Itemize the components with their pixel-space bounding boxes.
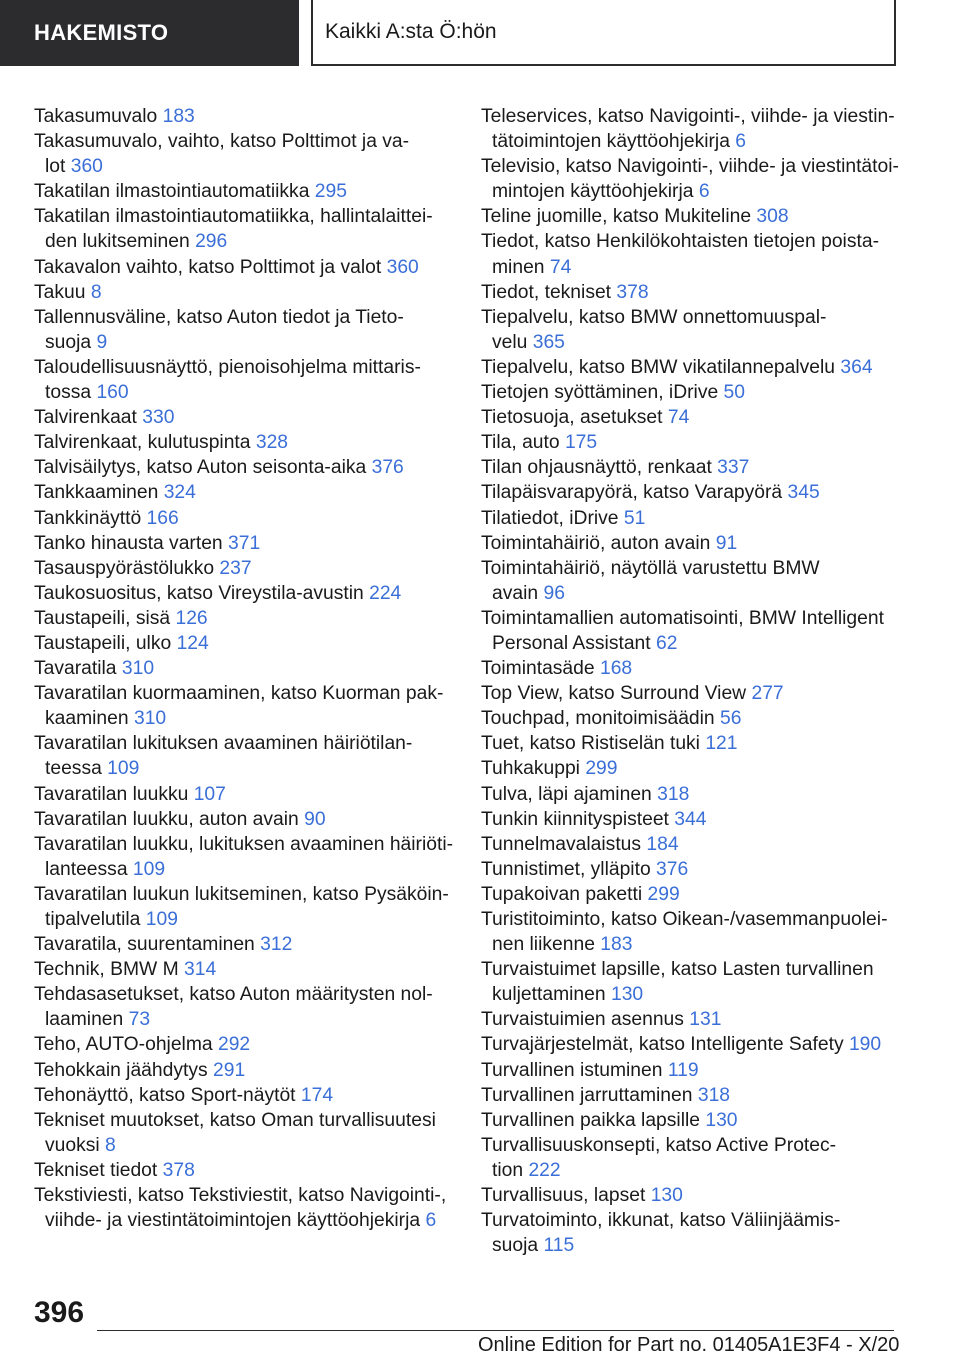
entry-text: Teline juomille, katso Mukiteline: [481, 206, 752, 228]
index-entry: [481, 1183, 901, 1208]
entry-text: Turvallisuuskonsepti, katso Active Protec-: [481, 1134, 837, 1156]
page-reference-link[interactable]: 90: [304, 808, 326, 830]
index-entry: [34, 1032, 454, 1057]
page-reference-link[interactable]: 160: [96, 382, 129, 404]
entry-text: Toimintamallien automatisointi, BMW Intelligent: [481, 607, 884, 629]
index-column-right: [481, 104, 901, 1258]
entry-text: teessa: [45, 758, 102, 780]
entry-text: Turvallinen istuminen: [481, 1059, 663, 1081]
entry-text: Tavaratilan luukku: [34, 783, 189, 805]
entry-text: Tehokkain jäähdytys: [34, 1059, 208, 1081]
index-entry: [481, 1007, 901, 1032]
page-reference-link[interactable]: 222: [528, 1159, 561, 1181]
page-reference-link[interactable]: 9: [96, 331, 108, 353]
page-reference-link[interactable]: 119: [667, 1059, 699, 1081]
entry-text: Turvaistuimien asennus: [481, 1009, 684, 1031]
index-entry: [34, 1108, 454, 1158]
page-reference-link[interactable]: 364: [840, 356, 873, 378]
entry-text: Tunkin kiinnityspisteet: [481, 808, 669, 830]
index-entry: [34, 656, 454, 681]
index-entry: [34, 506, 454, 531]
entry-text: Tupakoivan paketti: [481, 883, 643, 905]
page-reference-link[interactable]: 330: [142, 407, 175, 429]
entry-text: lanteessa: [45, 858, 128, 880]
index-column-left: [34, 104, 454, 1233]
index-entry: [481, 1032, 901, 1057]
page-reference-link[interactable]: 295: [314, 181, 347, 203]
entry-text: suoja: [45, 331, 92, 353]
entry-text: Tila, auto: [481, 432, 560, 454]
page-reference-link[interactable]: 237: [219, 557, 252, 579]
entry-text: Tavaratilan lukituksen avaaminen häiriötilan-: [34, 733, 413, 755]
index-entry: [34, 982, 454, 1032]
page-reference-link[interactable]: 190: [848, 1034, 882, 1056]
page-reference-link[interactable]: 121: [705, 733, 738, 755]
page-reference-link[interactable]: 51: [623, 507, 646, 529]
entry-text: Tietosuoja, asetukset: [481, 407, 663, 429]
index-entry: [481, 706, 901, 731]
entry-text: Tankkaaminen: [34, 482, 159, 504]
page-reference-link[interactable]: 174: [300, 1084, 334, 1106]
index-entry: [34, 556, 454, 581]
entry-text: Tankkinäyttö: [34, 507, 142, 529]
entry-text: Tallennusväline, katso Auton tiedot ja Tieto-: [34, 306, 404, 328]
entry-text: kaaminen: [45, 708, 129, 730]
entry-text: Turvallisuus, lapset: [481, 1185, 646, 1207]
page-reference-link[interactable]: 328: [255, 432, 289, 454]
entry-text: Taukosuositus, katso Vireystila-avustin: [34, 582, 364, 604]
entry-text: Top View, katso Surround View: [481, 683, 747, 705]
page-reference-link[interactable]: 337: [717, 457, 750, 479]
index-entry: [34, 1058, 454, 1083]
page-number: 396: [34, 1296, 85, 1329]
index-entry: [34, 882, 454, 932]
index-entry: [481, 1083, 901, 1108]
entry-text: tossa: [45, 382, 92, 404]
index-entry: [481, 606, 901, 656]
entry-text: Touchpad, monitoimisäädin: [481, 708, 715, 730]
entry-text: avain: [492, 582, 539, 604]
entry-text: Tulva, läpi ajaminen: [481, 783, 652, 805]
page-reference-link[interactable]: 8: [90, 281, 102, 303]
page-reference-link[interactable]: 130: [650, 1185, 683, 1207]
entry-text: den lukitseminen: [45, 231, 190, 253]
page-reference-link[interactable]: 378: [162, 1159, 195, 1181]
page-reference-link[interactable]: 131: [689, 1009, 722, 1031]
index-entry: [34, 305, 454, 355]
page-reference-link[interactable]: 296: [195, 231, 228, 253]
entry-text: Taloudellisuusnäyttö, pienoisohjelma mittaris-: [34, 356, 421, 378]
index-entry: [481, 305, 901, 355]
index-entry: [34, 807, 454, 832]
entry-text: Talvirenkaat, kulutuspinta: [34, 432, 251, 454]
page-reference-link[interactable]: 175: [564, 432, 598, 454]
page-reference-link[interactable]: 62: [655, 632, 678, 654]
index-entry: [481, 229, 901, 279]
page-reference-link[interactable]: 312: [260, 934, 293, 956]
index-entry: [481, 531, 901, 556]
page-reference-link[interactable]: 6: [425, 1210, 437, 1232]
index-entry: [34, 129, 454, 179]
entry-text: mintojen käyttöohjekirja: [492, 181, 694, 203]
entry-text: Tasauspyörästölukko: [34, 557, 215, 579]
entry-text: viihde- ja viestintätoimintojen käyttöohjekirja: [45, 1210, 421, 1232]
page-reference-link[interactable]: 6: [698, 181, 710, 203]
index-entry: [481, 807, 901, 832]
entry-text: Tunnistimet, ylläpito: [481, 858, 651, 880]
page-reference-link[interactable]: 109: [132, 858, 166, 880]
entry-text: lot: [45, 156, 66, 178]
footer-edition: Online Edition for Part no. 01405A1E3F4 - X/20: [478, 1334, 900, 1356]
entry-text: Turvaistuimet lapsille, katso Lasten turvallinen: [481, 959, 874, 981]
index-entry: [481, 957, 901, 1007]
index-entry: [34, 932, 454, 957]
index-entry: [481, 681, 901, 706]
entry-text: Tehdasasetukset, katso Auton määritysten nol-: [34, 984, 433, 1006]
page-reference-link[interactable]: 91: [715, 532, 738, 554]
entry-text: kuljettaminen: [492, 984, 606, 1006]
index-entry: [481, 556, 901, 606]
entry-text: Turvatoiminto, ikkunat, katso Väliinjäämis-: [481, 1210, 841, 1232]
entry-text: Tilatiedot, iDrive: [481, 507, 619, 529]
index-entry: [34, 1183, 454, 1233]
entry-text: Tilapäisvarapyörä, katso Varapyörä: [481, 482, 783, 504]
index-entry: [34, 104, 454, 129]
index-entry: [481, 656, 901, 681]
page-reference-link[interactable]: 360: [70, 156, 103, 178]
page-reference-link[interactable]: 56: [720, 708, 742, 730]
entry-text: Turistitoiminto, katso Oikean-/vasemmanpuolei-: [481, 909, 888, 930]
index-entry: [481, 907, 901, 957]
page-reference-link[interactable]: 299: [647, 883, 680, 905]
index-entry: [481, 380, 901, 405]
entry-text: Tilan ohjausnäyttö, renkaat: [481, 457, 712, 479]
page-reference-link[interactable]: 345: [787, 482, 820, 504]
index-entry: [34, 204, 454, 254]
page-reference-link[interactable]: 344: [674, 808, 707, 830]
page-reference-link[interactable]: 360: [386, 256, 419, 278]
index-entry: [481, 506, 901, 531]
page-reference-link[interactable]: 324: [163, 482, 196, 504]
entry-text: Tavaratilan luukku, lukituksen avaaminen häiriöti-: [34, 833, 454, 855]
entry-text: Toimintahäiriö, auton avain: [481, 532, 711, 554]
entry-text: Turvallinen jarruttaminen: [481, 1084, 693, 1106]
index-entry: [481, 1133, 901, 1183]
page-reference-link[interactable]: 292: [217, 1034, 251, 1056]
entry-text: Tavaratila, suurentaminen: [34, 934, 255, 956]
page-reference-link[interactable]: 126: [175, 607, 208, 629]
entry-text: Toimintahäiriö, näytöllä varustettu BMW: [481, 557, 820, 579]
entry-text: Tanko hinausta varten: [34, 532, 223, 554]
index-entry: [481, 756, 901, 781]
index-entry: [34, 430, 454, 455]
entry-text: Tekniset tiedot: [34, 1159, 158, 1181]
section-tab: HAKEMISTO: [0, 0, 299, 66]
index-entry: [481, 455, 901, 480]
index-entry: [481, 204, 901, 229]
entry-text: Technik, BMW M: [34, 959, 179, 981]
entry-text: Takatilan ilmastointiautomatiikka, hallintalaittei-: [34, 206, 433, 228]
entry-text: Takasumuvalo, vaihto, katso Polttimot ja va-: [34, 131, 410, 153]
page-reference-link[interactable]: 371: [228, 532, 261, 554]
index-entry: [34, 280, 454, 305]
entry-text: tätoimintojen käyttöohjekirja: [492, 131, 730, 153]
index-entry: [481, 430, 901, 455]
entry-text: Talvisäilytys, katso Auton seisonta-aika: [34, 457, 367, 479]
page-reference-link[interactable]: 166: [146, 507, 179, 529]
index-entry: [34, 1158, 454, 1183]
entry-text: Tiepalvelu, katso BMW vikatilannepalvelu: [481, 356, 836, 378]
page-reference-link[interactable]: 183: [600, 934, 633, 956]
page-reference-link[interactable]: 310: [121, 658, 155, 680]
page-reference-link[interactable]: 318: [697, 1084, 731, 1106]
index-entry: [34, 581, 454, 606]
entry-text: Turvajärjestelmät, katso Intelligente Safety: [481, 1034, 844, 1056]
entry-text: minen: [492, 256, 545, 278]
page-reference-link[interactable]: 6: [735, 131, 747, 153]
page-reference-link[interactable]: 109: [107, 758, 140, 780]
index-entry: [34, 681, 454, 731]
entry-text: Tavaratilan luukku, auton avain: [34, 808, 299, 830]
entry-text: Takasumuvalo: [34, 106, 158, 127]
page-reference-link[interactable]: 224: [369, 582, 402, 604]
page-reference-link[interactable]: 168: [599, 658, 633, 680]
entry-text: Teho, AUTO-ohjelma: [34, 1034, 213, 1056]
entry-text: Takuu: [34, 281, 86, 303]
index-entry: [481, 480, 901, 505]
page-reference-link[interactable]: 365: [532, 331, 565, 353]
index-entry: [34, 1083, 454, 1108]
page-reference-link[interactable]: 376: [656, 858, 689, 880]
page-reference-link[interactable]: 291: [213, 1059, 246, 1081]
entry-text: Tavaratila: [34, 658, 117, 680]
page-reference-link[interactable]: 130: [610, 984, 644, 1006]
index-entry: [34, 179, 454, 204]
index-entry: [481, 104, 901, 154]
page-reference-link[interactable]: 130: [705, 1109, 738, 1131]
section-subtitle: Kaikki A:sta Ö:hön: [311, 0, 896, 66]
footer-divider: [97, 1330, 894, 1331]
page-reference-link[interactable]: 318: [657, 783, 690, 805]
entry-text: Tietojen syöttäminen, iDrive: [481, 382, 719, 404]
index-entry: [481, 1108, 901, 1133]
index-entry: [34, 255, 454, 280]
index-entry: [481, 355, 901, 380]
page-reference-link[interactable]: 50: [723, 382, 745, 404]
entry-text: Takatilan ilmastointiautomatiikka: [34, 181, 310, 203]
index-entry: [34, 405, 454, 430]
entry-text: Tavaratilan luukun lukitseminen, katso Pysäköin-: [34, 883, 449, 905]
page-reference-link[interactable]: 124: [176, 632, 209, 654]
index-entry: [481, 782, 901, 807]
page-reference-link[interactable]: 308: [756, 206, 789, 228]
entry-text: Turvallinen paikka lapsille: [481, 1109, 700, 1131]
page-reference-link[interactable]: 74: [549, 256, 572, 278]
entry-text: Tuhkakuppi: [481, 758, 580, 780]
page-reference-link[interactable]: 310: [133, 708, 167, 730]
index-entry: [481, 280, 901, 305]
index-entry: [34, 455, 454, 480]
index-entry: [34, 606, 454, 631]
entry-text: Taustapeili, ulko: [34, 632, 172, 654]
index-entry: [34, 631, 454, 656]
page-reference-link[interactable]: 109: [145, 909, 178, 930]
index-entry: [34, 957, 454, 982]
entry-text: Tiedot, tekniset: [481, 281, 612, 303]
entry-text: Tekstiviesti, katso Tekstiviestit, katso Navigointi-,: [34, 1185, 447, 1207]
page-reference-link[interactable]: 73: [128, 1009, 151, 1031]
index-entry: [34, 731, 454, 781]
index-entry: [481, 731, 901, 756]
entry-text: Talvirenkaat: [34, 407, 137, 429]
entry-text: Tuet, katso Ristiselän tuki: [481, 733, 700, 755]
entry-text: tipalvelutila: [45, 909, 141, 930]
page-reference-link[interactable]: 8: [105, 1134, 116, 1156]
page-reference-link[interactable]: 277: [751, 683, 784, 705]
entry-text: Tehonäyttö, katso Sport-näytöt: [34, 1084, 296, 1106]
page-reference-link[interactable]: 107: [193, 783, 226, 805]
index-entry: [481, 1208, 901, 1258]
index-entry: [481, 832, 901, 857]
entry-text: velu: [492, 331, 528, 353]
entry-text: tion: [492, 1159, 524, 1181]
entry-text: Televisio, katso Navigointi-, viihde- ja viestintätoi-: [481, 156, 899, 178]
entry-text: Tekniset muutokset, katso Oman turvallisuutesi: [34, 1109, 436, 1131]
page-reference-link[interactable]: 96: [543, 582, 565, 604]
entry-text: Takavalon vaihto, katso Polttimot ja valot: [34, 256, 382, 278]
page-reference-link[interactable]: 74: [667, 407, 690, 429]
entry-text: laaminen: [45, 1009, 124, 1031]
entry-text: Taustapeili, sisä: [34, 607, 171, 629]
entry-text: Tiepalvelu, katso BMW onnettomuuspal-: [481, 306, 827, 328]
index-entry: [481, 1058, 901, 1083]
page-reference-link[interactable]: 115: [543, 1235, 575, 1257]
entry-text: Tunnelmavalaistus: [481, 833, 642, 855]
entry-text: Toimintasäde: [481, 658, 595, 680]
entry-text: nen liikenne: [492, 934, 595, 956]
index-entry: [34, 782, 454, 807]
index-entry: [481, 857, 901, 882]
index-entry: [34, 832, 454, 882]
entry-text: Teleservices, katso Navigointi-, viihde- ja viestin-: [481, 106, 895, 127]
entry-text: Tiedot, katso Henkilökohtaisten tietojen poista-: [481, 231, 879, 253]
page-reference-link[interactable]: 378: [616, 281, 649, 303]
index-entry: [481, 154, 901, 204]
entry-text: vuoksi: [45, 1134, 100, 1156]
page-reference-link[interactable]: 314: [184, 959, 217, 981]
page-reference-link[interactable]: 376: [371, 457, 404, 479]
entry-text: Tavaratilan kuormaaminen, katso Kuorman pak-: [34, 683, 444, 705]
page-reference-link[interactable]: 299: [585, 758, 618, 780]
entry-text: Personal Assistant: [492, 632, 651, 654]
index-entry: [34, 531, 454, 556]
index-entry: [481, 882, 901, 907]
index-entry: [481, 405, 901, 430]
index-entry: [34, 355, 454, 405]
entry-text: suoja: [492, 1235, 539, 1257]
page-reference-link[interactable]: 183: [162, 106, 195, 127]
page-reference-link[interactable]: 184: [646, 833, 679, 855]
index-entry: [34, 480, 454, 505]
